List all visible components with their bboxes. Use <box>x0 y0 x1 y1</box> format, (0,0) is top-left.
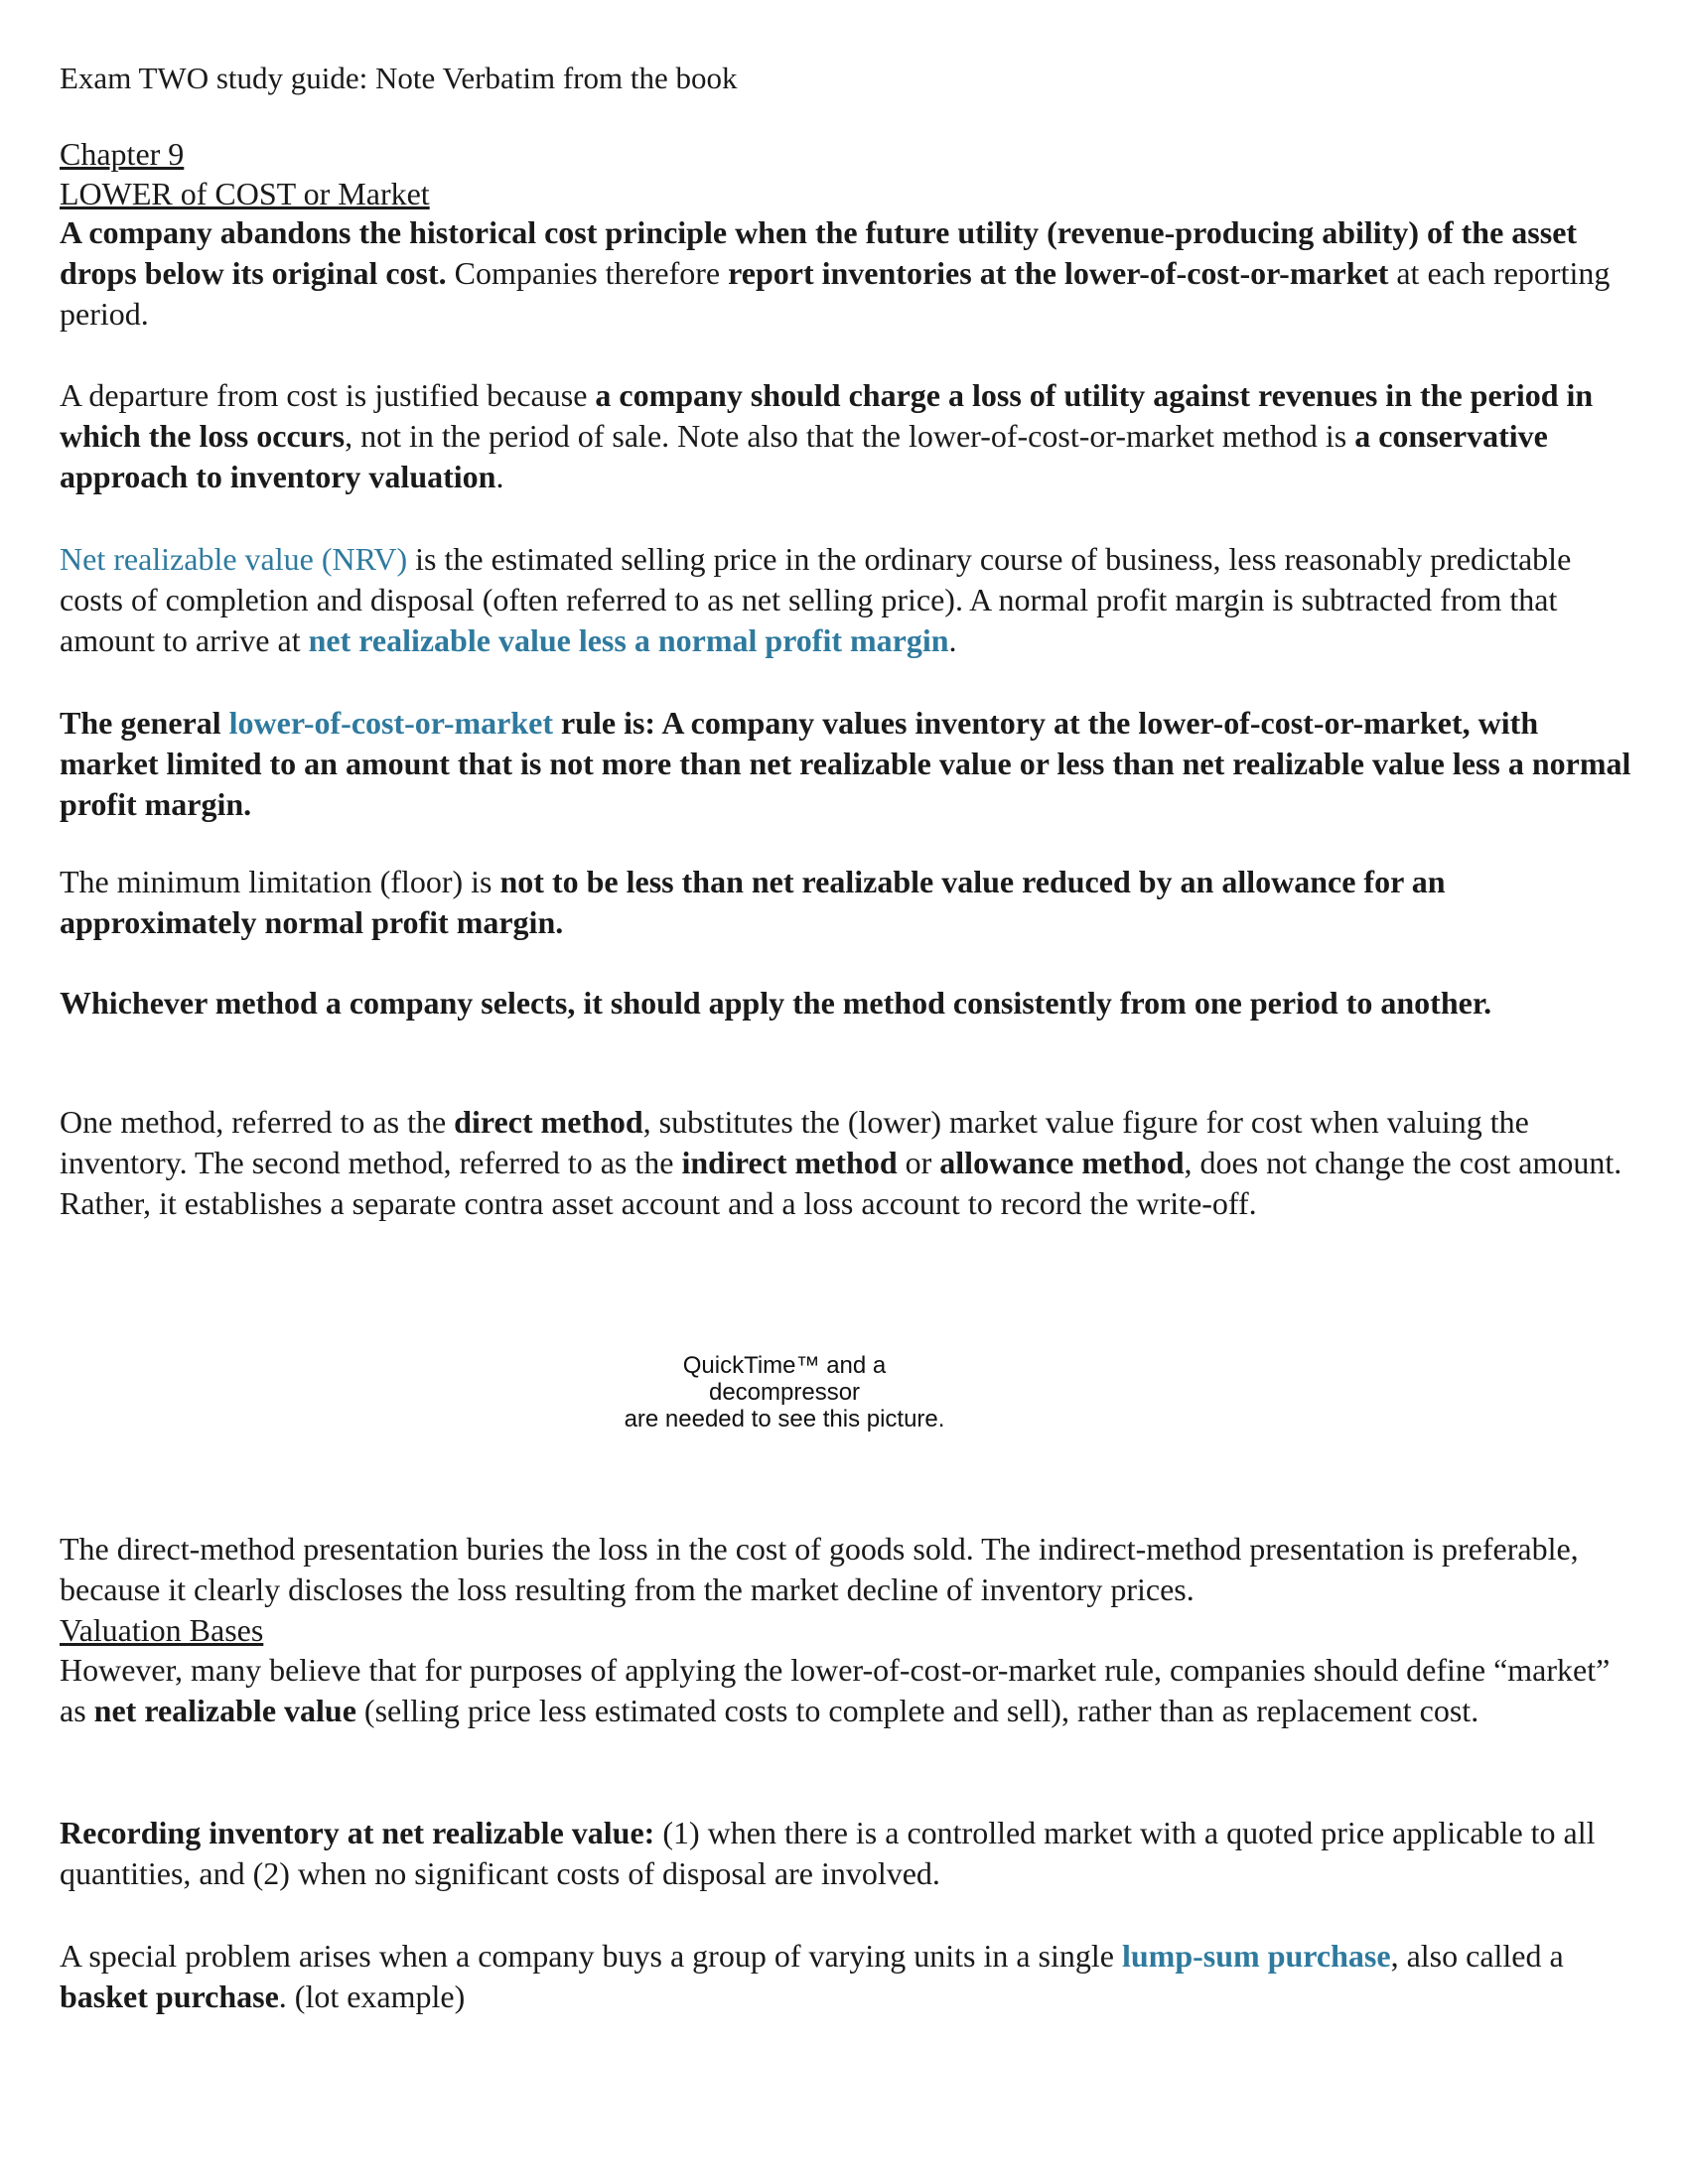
bold-text: indirect method <box>681 1145 898 1180</box>
text: . <box>495 459 504 494</box>
bold-text: Recording inventory at net realizable value: <box>60 1815 655 1850</box>
quicktime-line-1: QuickTime™ and a <box>682 1352 887 1379</box>
bold-text: basket purchase <box>60 1979 279 2014</box>
quicktime-line-3: are needed to see this picture. <box>624 1406 945 1433</box>
quicktime-placeholder <box>556 1352 1013 1433</box>
text: , substitutes the (lower) market value figure for cost when valuing the inventory. The second method, referred to as the <box>60 1104 1529 1180</box>
paragraph-lcm-rule <box>60 703 1638 825</box>
nrv-link[interactable]: Net realizable value (NRV) <box>60 541 408 577</box>
paragraph-consistency <box>60 983 1638 1024</box>
bold-text: The general <box>60 705 229 741</box>
text: However, many believe that for purposes of applying the lower-of-cost-or-market rule, companies should define “market” as <box>60 1652 1611 1728</box>
paragraph-floor <box>60 862 1638 943</box>
text: , also called a <box>1390 1938 1564 1974</box>
lump-sum-link[interactable]: lump-sum purchase <box>1121 1938 1391 1974</box>
document-header: Exam TWO study guide: Note Verbatim from the book <box>60 61 738 95</box>
paragraph-lump-sum <box>60 1936 1638 2017</box>
text: . (lot example) <box>278 1979 466 2014</box>
text: One method, referred to as the <box>60 1104 455 1140</box>
text: The minimum limitation (floor) is <box>60 864 500 899</box>
nrv-less-margin-link[interactable]: net realizable value less a normal profit margin <box>308 622 949 658</box>
bold-text: not to be less than net realizable value reduced by an allowance for an approximately normal profit margin. <box>60 864 1446 940</box>
bold-text: direct method <box>454 1104 643 1140</box>
section-heading-lcm: LOWER of COST or Market <box>60 176 430 211</box>
paragraph-presentation: The direct-method presentation buries the loss in the cost of goods sold. The indirect-method presentation is preferable, because it clearly discloses the loss resulting from the market decline of inventory prices. <box>60 1531 1579 1607</box>
bold-text: a company should charge a loss of utility against revenues in the period in which the loss occurs <box>60 377 1594 454</box>
paragraph-nrv <box>60 539 1638 661</box>
paragraph-historical-cost <box>60 212 1638 335</box>
paragraph-recording-nrv <box>60 1813 1638 1894</box>
text: or <box>897 1145 940 1180</box>
bold-text: Whichever method a company selects, it should apply the method consistently from one period to another. <box>60 985 1492 1021</box>
text: is the estimated selling price in the ordinary course of business, less reasonably predictable costs of completion and disposal (often referred to as net selling price). A normal profit margin is subtracted from that amount to arrive at <box>60 541 1572 658</box>
bold-text: a conservative approach to inventory valuation <box>60 418 1548 494</box>
text: A departure from cost is justified because <box>60 377 596 413</box>
quicktime-line-2: decompressor <box>708 1379 861 1406</box>
text: . <box>948 622 957 658</box>
paragraph-departure-from-cost <box>60 375 1638 497</box>
bold-text: report inventories at the lower-of-cost-or-market <box>728 255 1389 291</box>
text: A special problem arises when a company buys a group of varying units in a single <box>60 1938 1122 1974</box>
bold-text: allowance method <box>939 1145 1185 1180</box>
text: Companies therefore <box>446 255 729 291</box>
lcm-link[interactable]: lower-of-cost-or-market <box>228 705 553 741</box>
bold-text: net realizable value <box>93 1693 356 1728</box>
paragraph-methods <box>60 1102 1638 1224</box>
chapter-heading: Chapter 9 <box>60 136 185 172</box>
text: (selling price less estimated costs to complete and sell), rather than as replacement cost. <box>355 1693 1479 1728</box>
section-heading-valuation: Valuation Bases <box>60 1612 264 1648</box>
text: , not in the period of sale. Note also that the lower-of-cost-or-market method is <box>345 418 1355 454</box>
paragraph-valuation-bases <box>60 1650 1638 1731</box>
text: , does not change the cost amount. Rather, it establishes a separate contra asset account and a loss account to record the write-off. <box>60 1145 1622 1221</box>
text: (1) when there is a controlled market with a quoted price applicable to all quantities, and (2) when no significant costs of disposal are involved. <box>60 1815 1596 1891</box>
bold-text: rule is: A company values inventory at the lower-of-cost-or-market, with market limited to an amount that is not more than net realizable value or less than net realizable value less a normal profit margin. <box>60 705 1631 822</box>
text: at each reporting period. <box>60 255 1611 332</box>
bold-text: A company abandons the historical cost principle when the future utility (revenue-producing ability) of the asset drops below its original cost. <box>60 214 1578 291</box>
